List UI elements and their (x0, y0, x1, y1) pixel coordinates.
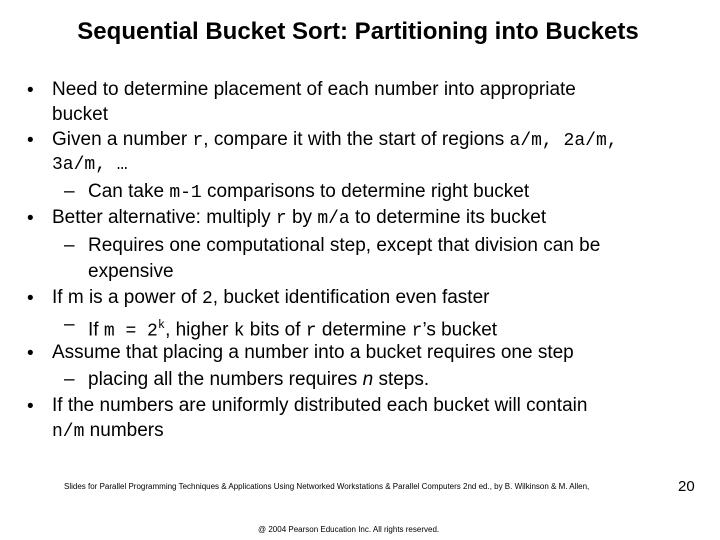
footer-copyright: @ 2004 Pearson Education Inc. All rights reserved. (258, 525, 440, 534)
code-text: m = 2 (103, 321, 158, 342)
bullet-marker: • (27, 130, 34, 151)
bullet-3-line (52, 207, 546, 230)
text: Can take (88, 181, 170, 202)
bullet-marker: • (27, 208, 34, 229)
text: Better alternative: multiply (52, 207, 276, 228)
dash-marker: – (64, 314, 75, 335)
code-text: k (233, 321, 245, 342)
text: determine (316, 319, 412, 341)
footer-credit: Slides for Parallel Programming Techniques & Applications Using Networked Workstations & Parallel Computers 2nd ed., by B. Wilkinson & M. Allen, (64, 482, 590, 491)
code-text: r (275, 209, 287, 229)
text: numbers (84, 420, 164, 441)
bullet-1-line-2: bucket (52, 104, 108, 125)
text: steps. (373, 369, 430, 390)
text: to determine its bucket (349, 207, 547, 228)
sub-2-line-1: Requires one computational step, except that division can be (88, 235, 601, 256)
text: Given a number (52, 129, 193, 150)
code-text: m-1 (169, 183, 202, 203)
bullet-marker: • (27, 80, 34, 101)
sub-3-line (88, 314, 497, 342)
text: placing all the numbers requires (88, 369, 363, 390)
text: ’s bucket (422, 319, 498, 341)
text: bits of (244, 319, 306, 341)
italic-text: n (362, 369, 374, 390)
text: If m is a power of (52, 287, 202, 308)
code-text: r (411, 321, 423, 342)
dash-marker: – (64, 369, 75, 390)
code-text: r (192, 131, 204, 151)
bullet-1-line-1: Need to determine placement of each number into appropriate (52, 79, 576, 100)
text: , higher (165, 319, 234, 341)
text: If (88, 319, 104, 341)
code-text: a/m, 2a/m, (509, 131, 618, 151)
text: comparisons to determine right bucket (201, 181, 530, 202)
sub-4-line (88, 369, 429, 391)
superscript: k (157, 318, 166, 332)
bullet-marker: • (27, 396, 34, 417)
page-number: 20 (678, 478, 695, 495)
code-text: 2 (201, 289, 213, 309)
text: by (286, 207, 318, 228)
bullet-2-line-1 (52, 129, 618, 152)
text: , compare it with the start of regions (203, 129, 510, 150)
code-text: r (305, 321, 317, 342)
bullet-5-line: Assume that placing a number into a bucket requires one step (52, 342, 574, 363)
bullet-marker: • (27, 343, 34, 364)
bullet-6-line-2 (52, 420, 164, 443)
code-text: m/a (317, 209, 350, 229)
bullet-2-line-2: 3a/m, … (52, 155, 128, 175)
dash-marker: – (64, 235, 75, 256)
dash-marker: – (64, 181, 75, 202)
sub-2-line-2: expensive (88, 261, 174, 282)
code-text: n/m (52, 422, 85, 442)
text: , bucket identification even faster (212, 287, 490, 308)
bullet-marker: • (27, 288, 34, 309)
bullet-4-line (52, 287, 489, 310)
slide-title: Sequential Bucket Sort: Partitioning into Buckets (77, 18, 639, 45)
bullet-6-line-1: If the numbers are uniformly distributed each bucket will contain (52, 395, 588, 416)
sub-1-line (88, 181, 529, 204)
